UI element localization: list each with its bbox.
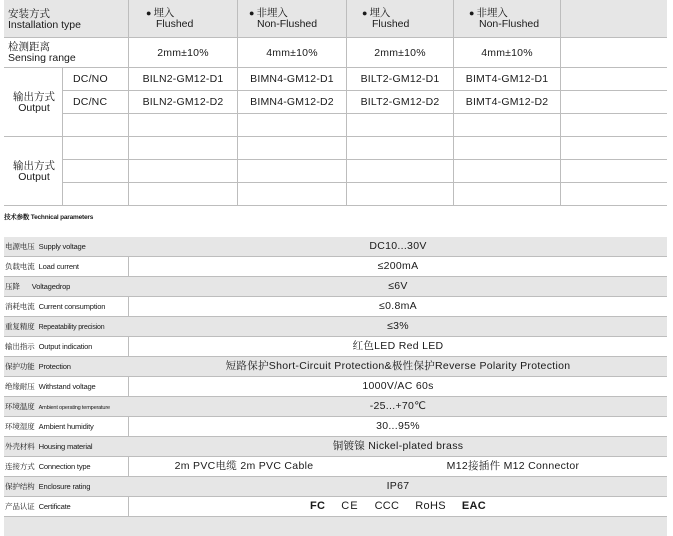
model-code: BIMN4-GM12-D2 bbox=[250, 96, 334, 108]
model-code: BILN2-GM12-D2 bbox=[142, 96, 224, 108]
param-value: ≤3% bbox=[387, 320, 409, 332]
param-value: ≤6V bbox=[388, 280, 408, 292]
sensing-value: 4mm±10% bbox=[481, 46, 533, 59]
param-row: 电源电压 Supply voltage DC10...30V bbox=[4, 237, 667, 257]
model-code: BILT2-GM12-D2 bbox=[360, 96, 440, 108]
model-code: BILT2-GM12-D1 bbox=[360, 73, 440, 85]
tech-params-title: 技术参数 Technical parameters bbox=[4, 214, 94, 221]
rohs-icon: RoHS bbox=[415, 500, 446, 512]
param-value: 30...95% bbox=[376, 420, 420, 432]
param-value: DC10...30V bbox=[369, 240, 427, 252]
param-value: -25...+70℃ bbox=[369, 400, 427, 412]
param-row: 产品认证 Certificate FC CE CCC RoHS EAC bbox=[4, 497, 667, 517]
param-row-empty bbox=[4, 517, 667, 536]
param-row: 重复精度 Repeatability precision ≤3% bbox=[4, 317, 667, 337]
model-code: BILN2-GM12-D1 bbox=[142, 73, 224, 85]
col-header-2: ● 非埋入 Non-Flushed bbox=[249, 7, 318, 30]
fc-icon: FC bbox=[310, 500, 326, 512]
certificate-logos bbox=[129, 497, 667, 516]
model-table bbox=[4, 0, 667, 206]
col-header-3: ● 埋入 Flushed bbox=[362, 7, 410, 30]
sensing-value: 4mm±10% bbox=[266, 46, 318, 59]
param-row: 环境湿度 Ambient humidity 30...95% bbox=[4, 417, 667, 437]
param-value bbox=[129, 457, 667, 476]
param-row: 保护功能 Protection 短路保护Short-Circuit Protection&极性保护Reverse Polarity Protection bbox=[4, 357, 667, 377]
param-row: 压降 Voltagedrop ≤6V bbox=[4, 277, 667, 297]
ce-icon: CE bbox=[341, 500, 359, 512]
connection-connector: M12接插件 M12 Connector bbox=[446, 460, 580, 472]
param-value: ≤200mA bbox=[377, 260, 419, 272]
col-header-1: ● 埋入 Flushed bbox=[146, 7, 194, 30]
sensing-value: 2mm±10% bbox=[157, 46, 209, 59]
param-row: 保护结构 Enclosure rating IP67 bbox=[4, 477, 667, 497]
model-code: BIMT4-GM12-D2 bbox=[465, 96, 549, 108]
param-row: 消耗电流 Current consumption ≤0.8mA bbox=[4, 297, 667, 317]
model-code: BIMN4-GM12-D1 bbox=[250, 73, 334, 85]
param-value: 铜镀镍 Nickel-plated brass bbox=[332, 440, 464, 452]
param-value: ≤0.8mA bbox=[379, 300, 417, 312]
sensing-value: 2mm±10% bbox=[374, 46, 426, 59]
param-row: 连接方式 Connection type 2m PVC电缆 2m PVC Cable M12接插件 M12 Connector bbox=[4, 457, 667, 477]
installation-type-label: 安装方式 Installation type bbox=[8, 8, 81, 31]
sensing-range-label: 检测距离 Sensing range bbox=[8, 41, 76, 64]
output-label: 输出方式 Output bbox=[13, 91, 55, 114]
param-value: IP67 bbox=[386, 480, 410, 492]
header-row bbox=[4, 0, 667, 37]
param-value: 红色LED Red LED bbox=[352, 340, 444, 352]
output-type-nc: DC/NC bbox=[73, 96, 108, 108]
param-row: 外壳材料 Housing material 铜镀镍 Nickel-plated brass bbox=[4, 437, 667, 457]
eac-icon: EAC bbox=[461, 500, 486, 512]
param-row: 输出指示 Output indication 红色LED Red LED bbox=[4, 337, 667, 357]
param-row: 环境温度 Ambient operating temperature -25...+70℃ bbox=[4, 397, 667, 417]
output-label-2: 输出方式 Output bbox=[13, 160, 55, 183]
param-row: 绝缘耐压 Withstand voltage 1000V/AC 60s bbox=[4, 377, 667, 397]
tech-params-table bbox=[4, 237, 667, 536]
output-type-no: DC/NO bbox=[73, 73, 108, 85]
model-code: BIMT4-GM12-D1 bbox=[465, 73, 549, 85]
col-header-4: ● 非埋入 Non-Flushed bbox=[469, 7, 540, 30]
param-value: 1000V/AC 60s bbox=[362, 380, 434, 392]
connection-cable: 2m PVC电缆 2m PVC Cable bbox=[174, 460, 314, 472]
ccc-icon: CCC bbox=[374, 500, 400, 512]
param-value: 短路保护Short-Circuit Protection&极性保护Reverse Polarity Protection bbox=[225, 360, 571, 372]
param-row: 负载电流 Load current ≤200mA bbox=[4, 257, 667, 277]
